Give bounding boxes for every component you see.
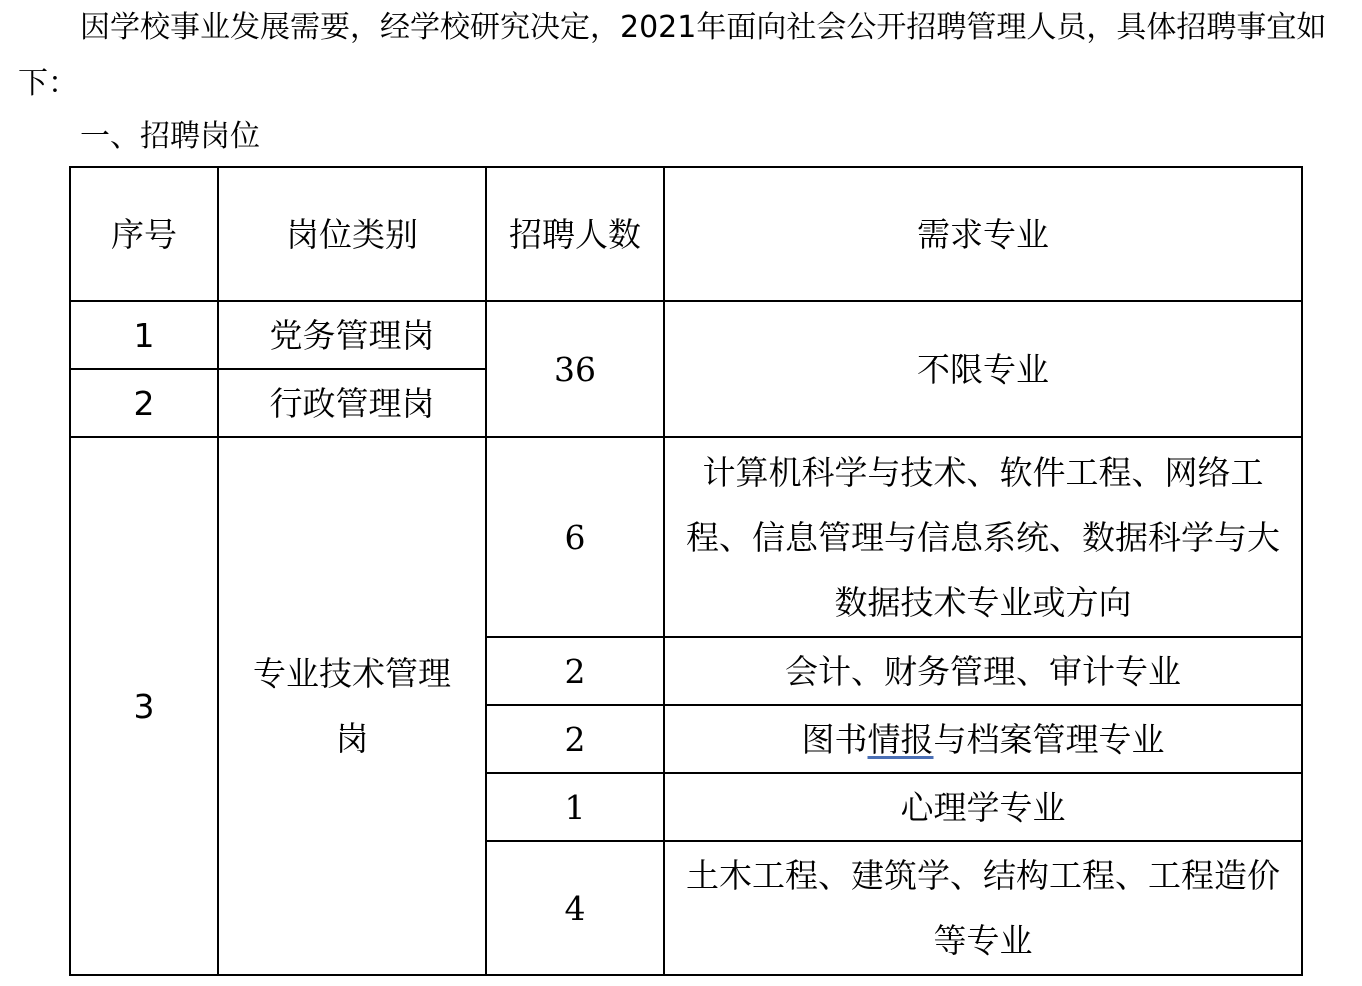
row-category: 专业技术管理岗 xyxy=(218,437,486,975)
group-count: 2 xyxy=(486,705,664,773)
info-link[interactable]: 情报 xyxy=(867,719,934,759)
section-heading: 一、招聘岗位 xyxy=(80,119,260,154)
group-major: 计算机科学与技术、软件工程、网络工程、信息管理与信息系统、数据科学与大数据技术专业或方向 xyxy=(664,437,1302,637)
group-count: 6 xyxy=(486,437,664,637)
group-major: 心理学专业 xyxy=(664,773,1302,841)
intro-paragraph: 因学校事业发展需要，经学校研究决定，2021年面向社会公开招聘管理人员，具体招聘事宜如下： xyxy=(18,10,1327,101)
row-index: 2 xyxy=(70,369,218,437)
row-category: 党务管理岗 xyxy=(218,301,486,369)
table-header-row xyxy=(70,167,1302,301)
header-major: 需求专业 xyxy=(664,167,1302,301)
group-count: 2 xyxy=(486,637,664,705)
major-prefix: 图书 xyxy=(801,719,868,759)
shared-count: 36 xyxy=(486,301,664,437)
group-major: 土木工程、建筑学、结构工程、工程造价等专业 xyxy=(664,841,1302,975)
recruitment-table xyxy=(69,166,1303,976)
group-major xyxy=(664,705,1302,773)
table-row xyxy=(70,437,1302,637)
shared-major: 不限专业 xyxy=(664,301,1302,437)
header-category: 岗位类别 xyxy=(218,167,486,301)
group-count: 1 xyxy=(486,773,664,841)
row-index: 1 xyxy=(70,301,218,369)
group-count: 4 xyxy=(486,841,664,975)
row-index: 3 xyxy=(70,437,218,975)
header-index: 序号 xyxy=(70,167,218,301)
table-row xyxy=(70,301,1302,369)
row-category: 行政管理岗 xyxy=(218,369,486,437)
group-major: 会计、财务管理、审计专业 xyxy=(664,637,1302,705)
header-count: 招聘人数 xyxy=(486,167,664,301)
major-suffix: 与档案管理专业 xyxy=(933,719,1165,759)
